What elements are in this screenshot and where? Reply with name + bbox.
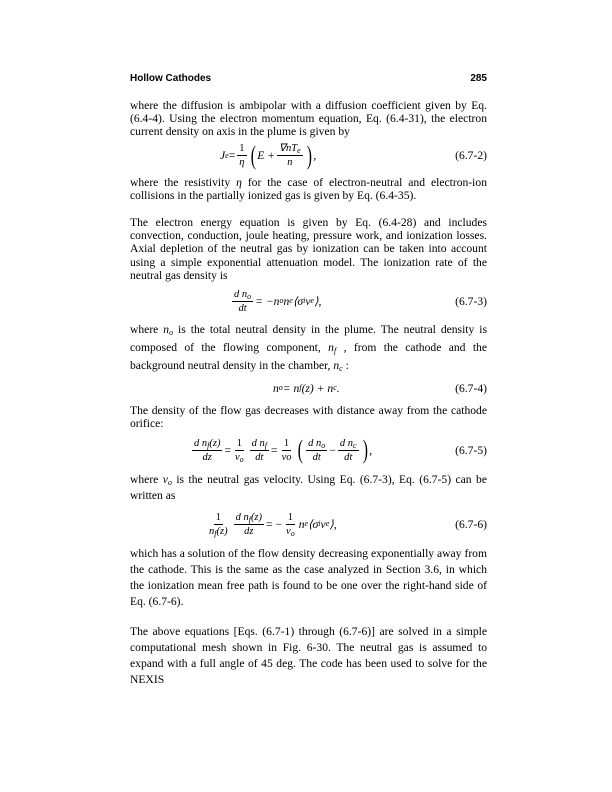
numerator: d n (235, 511, 249, 523)
denominator: v (286, 525, 291, 537)
eq-sub: o (290, 528, 295, 538)
eq-sign: = (271, 443, 278, 457)
text: where (130, 473, 163, 487)
text-column (130, 99, 487, 688)
eq-sub: f (248, 514, 251, 524)
equation-number: (6.7-2) (455, 149, 487, 163)
eq-term: n (273, 381, 279, 395)
fraction (306, 437, 327, 464)
denominator: dt (312, 451, 321, 463)
eq-term: v (320, 517, 326, 531)
fraction (207, 511, 230, 538)
denominator: dt (344, 451, 353, 463)
numerator: 1 (236, 437, 242, 449)
eq-term: ⟨σ (308, 518, 319, 532)
paragraph-1: where the diffusion is ambipolar with a diffusion coefficient given by Eq. (6.4-4). Using the electron momentum equation, Eq. (6.4-31), the electron current density on axis in the plume is given by (130, 99, 487, 139)
paragraph-8: The above equations [Eqs. (6.7-1) through (6.7-6)] are solved in a simple computational mesh shown in Fig. 6-30. The neutral gas is assumed to expand with a full angle of 45 deg. The code has been used to solve for the NEXIS (130, 625, 487, 687)
eq-term: ⟩, (314, 295, 322, 309)
fraction (284, 511, 297, 538)
eq-term: = n (282, 381, 300, 395)
fraction (277, 142, 303, 169)
math-symbol: η (236, 175, 242, 189)
fraction (338, 437, 359, 464)
math-symbol: n (163, 323, 170, 337)
paragraph-2 (130, 176, 487, 202)
text: where (130, 323, 164, 337)
eq-sub: c (352, 440, 357, 450)
eq-sub: f (207, 440, 210, 450)
eq-sub: o (247, 291, 252, 301)
eq-term: v (305, 294, 311, 308)
numerator: ∇nT (279, 143, 298, 155)
denominator: dt (255, 451, 264, 463)
page-number: 285 (470, 73, 487, 84)
numerator: 1 (287, 511, 293, 523)
eq-sign: = (224, 443, 231, 457)
eq-term: ⟨σ (292, 295, 304, 309)
left-paren: ( (250, 140, 256, 170)
fraction (234, 511, 264, 538)
eq-sign: = − (266, 517, 283, 531)
fraction (237, 142, 246, 169)
eq-punct: , (313, 149, 317, 163)
paragraph-7: which has a solution of the flow density decreasing exponentially away from the cathode. This is the same as the case analyzed in Section 3.6, in which the ionization mean free path is found to be one over the right-hand side of Eq. (6.7-6). (130, 547, 487, 609)
eq-term: = −n (255, 294, 280, 308)
fraction (233, 437, 246, 464)
eq-term: (z) + n (301, 381, 334, 395)
denominator: η (239, 157, 245, 169)
denominator: vo (281, 451, 292, 463)
numerator: d n (308, 437, 322, 449)
eq-term: J (220, 149, 226, 163)
numerator: d n (339, 437, 353, 449)
denominator: dt (238, 302, 247, 314)
numerator: d n (194, 437, 208, 449)
eq-punct: , (369, 443, 373, 457)
text: , from the cathode and the background neutral density in the chamber, (130, 341, 487, 373)
numerator: 1 (283, 437, 290, 449)
denominator: dz (202, 451, 212, 463)
numerator: d n (251, 437, 265, 449)
eq-term: ⟩, (329, 518, 337, 532)
text: for the case of electron-neutral and electron-ion collisions in the partially ionized gas is given by Eq. (6.4-35). (130, 175, 487, 202)
equation-number: (6.7-6) (455, 517, 487, 531)
fraction (250, 437, 269, 464)
math-sub: o (169, 328, 174, 338)
denominator: dz (244, 525, 254, 537)
denominator: n (287, 157, 293, 169)
fraction (192, 437, 222, 464)
math-symbol: n (333, 359, 340, 373)
left-paren: ( (297, 435, 303, 465)
equation-6-7-6: $\frac{1}{n_f(z)}$ $\frac{d n_f(z)}{dz}$ = − $\frac{1}{v_o}$ n e ⟨σ i v e ⟩, (6.7-6) (209, 511, 487, 538)
denominator: v (235, 451, 240, 463)
eq-term: . (336, 381, 340, 395)
right-paren: ) (362, 435, 368, 465)
equation-6-7-5 (130, 436, 487, 464)
eq-sub: o (321, 440, 326, 450)
eq-term: E + (257, 149, 275, 163)
eq-sign: = (228, 149, 236, 163)
denominator: n (209, 525, 215, 537)
eq-sub: o (239, 454, 244, 464)
eq-term: n (298, 517, 305, 531)
numerator: d n (234, 288, 248, 300)
paragraph-5: The density of the flow gas decreases with distance away from the cathode orifice: (130, 404, 487, 431)
paragraph-3: The electron energy equation is given by Eq. (6.4-28) and includes convection, conduction, joule heating, pressure work, and ionization losses. Axial depletion of the neutral gas by ionization can be taken into account using a simple exponential attenuation model. The ionization rate of the neutral gas density is (130, 216, 487, 282)
fraction (280, 437, 294, 464)
numerator: (z) (250, 511, 263, 523)
eq-sub: f (214, 528, 217, 538)
equation-6-7-4: n o = n f (z) + n c . (6.7-4) (273, 381, 487, 395)
text: where the resistivity (130, 175, 237, 189)
equation-6-7-3: $\frac{d n_o}{dt}$ = −n o n e ⟨σ i v e ⟩, (6.7-3) (234, 288, 487, 314)
equation-number: (6.7-3) (455, 294, 487, 308)
running-title: Hollow Cathodes (130, 73, 212, 84)
math-sub: f (333, 346, 337, 356)
math-symbol: v (162, 473, 168, 487)
numerator: 1 (215, 511, 221, 523)
fraction (232, 288, 253, 315)
eq-sub: e (297, 146, 301, 156)
equation-number: (6.7-4) (455, 381, 487, 395)
eq-term: n (283, 294, 290, 308)
paragraph-6 (130, 472, 487, 504)
denominator: (z) (216, 525, 228, 537)
math-sub: c (339, 364, 343, 374)
eq-sign: − (329, 443, 336, 457)
math-symbol: n (328, 341, 334, 355)
text: is the total neutral density in the plume. The neutral density is composed of the flowing component, (130, 323, 487, 355)
equation-number: (6.7-5) (455, 443, 487, 457)
right-paren: ) (306, 140, 312, 170)
text: : (342, 359, 349, 373)
equation-6-7-2: J e = $\frac{1}{\eta}$ ( E + $\frac{\nabla nT_e}{n}$ ) , (6.7-2) (220, 140, 487, 170)
text: is the neutral gas velocity. Using Eq. (6.7-3), Eq. (6.7-5) can be written as (130, 473, 487, 503)
numerator: (z) (209, 437, 221, 449)
numerator: 1 (239, 143, 245, 155)
paragraph-4 (130, 321, 487, 375)
eq-sub: f (264, 440, 268, 450)
math-sub: o (167, 478, 172, 488)
